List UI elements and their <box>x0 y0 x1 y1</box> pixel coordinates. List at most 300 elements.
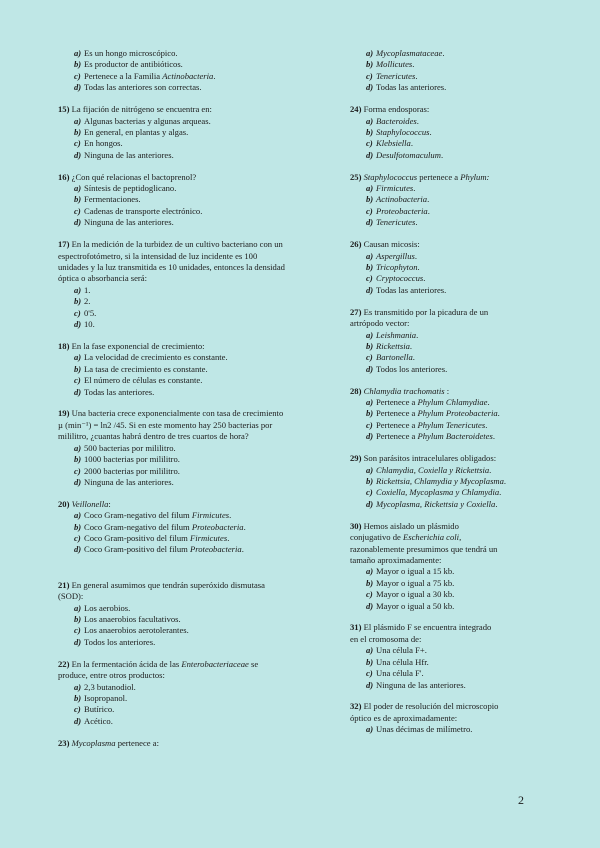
option-text: Unas décimas de milímetro. <box>376 724 473 735</box>
question-19 <box>58 408 326 488</box>
option-text: Una célula Hfr. <box>376 656 429 667</box>
question-27 <box>350 307 550 375</box>
option-letter: d) <box>74 636 82 647</box>
option-text-suffix: . <box>417 262 420 272</box>
question-29 <box>350 453 550 510</box>
answer-option <box>58 183 326 194</box>
answer-option <box>58 48 326 59</box>
option-text-suffix: . <box>442 48 445 58</box>
option-text-suffix: . <box>495 498 498 509</box>
answer-option <box>350 601 550 612</box>
option-letter: b) <box>366 59 374 70</box>
option-list <box>350 566 550 612</box>
question-text-italic: Phylum: <box>460 171 490 182</box>
question-header <box>350 622 550 645</box>
answer-option <box>58 693 326 704</box>
option-text: La tasa de crecimiento es constante. <box>84 363 208 374</box>
option-letter: b) <box>366 577 374 588</box>
option-text: Una célula F+. <box>376 645 427 656</box>
option-text: Mayor o igual a 75 kb. <box>376 577 455 588</box>
option-letter: c) <box>366 419 373 430</box>
question-text-italic: Enterobacteriaceae <box>181 658 249 669</box>
option-text-italic: Proteobacteria <box>191 521 244 532</box>
option-text-italic: Tenericutes <box>376 70 416 81</box>
answer-option <box>58 194 326 205</box>
answer-option <box>350 273 550 284</box>
option-letter: a) <box>366 250 374 261</box>
question-number: 22) <box>58 658 70 669</box>
option-letter: a) <box>74 602 82 613</box>
option-letter: c) <box>74 465 81 476</box>
option-text: Mayor o igual a 50 kb. <box>376 600 455 611</box>
option-text: 1000 bacterias por mililitro. <box>84 454 180 465</box>
answer-option <box>350 183 550 194</box>
option-letter: b) <box>74 521 82 532</box>
question-18 <box>58 341 326 398</box>
answer-option <box>58 150 326 161</box>
option-list <box>350 251 550 297</box>
option-text-italic: Mycoplasmataceae <box>376 48 443 58</box>
answer-option <box>58 477 326 488</box>
question-text: La fijación de nitrógeno se encuentra en: <box>71 104 212 115</box>
answer-option <box>58 82 326 93</box>
option-text: Acético. <box>84 715 113 726</box>
answer-option <box>350 499 550 510</box>
option-text: En hongos. <box>84 138 123 149</box>
option-letter: c) <box>366 487 373 498</box>
option-list <box>350 48 550 94</box>
answer-option <box>350 82 550 93</box>
question-header <box>58 408 326 442</box>
option-letter: a) <box>74 510 82 521</box>
option-list <box>350 465 550 511</box>
option-list <box>350 183 550 229</box>
option-text-suffix: . <box>409 340 413 351</box>
question-number: 19) <box>58 408 70 419</box>
question-text: conjugativo de <box>350 532 403 543</box>
option-text: Todas las anteriores. <box>84 386 155 397</box>
question-number: 17) <box>58 239 70 250</box>
option-text-suffix: . <box>412 352 415 363</box>
option-text-italic: Actinobacteria <box>162 70 214 81</box>
option-letter: b) <box>74 363 82 374</box>
option-letter: b) <box>366 194 374 205</box>
question-header <box>350 239 550 250</box>
option-letter: d) <box>74 715 82 726</box>
option-list <box>58 443 326 489</box>
question-text: Son parásitos intracelulares obligados: <box>363 453 497 464</box>
option-text-italic: Coxiella, Mycoplasma y Chlamydia <box>376 487 500 498</box>
option-text-suffix: . <box>416 115 419 126</box>
question-28 <box>350 386 550 443</box>
option-text: El número de células es constante. <box>84 375 203 386</box>
option-letter: c) <box>74 138 81 149</box>
option-letter: d) <box>366 363 374 374</box>
option-letter: c) <box>74 307 81 318</box>
question-20 <box>58 499 326 556</box>
question-header <box>350 386 550 397</box>
option-text-italic: Rickettsia, Chlamydia y Mycoplasma <box>376 476 504 486</box>
option-letter: b) <box>74 126 82 137</box>
option-text: Ninguna de las anteriores. <box>84 476 174 487</box>
answer-option <box>58 466 326 477</box>
option-text: Isopropanol. <box>84 693 128 703</box>
answer-option <box>58 614 326 625</box>
question-header <box>58 341 326 352</box>
question-text: ¿Con qué relacionas el bactoprenol? <box>71 171 197 182</box>
question-number: 23) <box>58 737 70 748</box>
option-letter: b) <box>366 340 374 351</box>
option-text-suffix: . <box>423 273 426 284</box>
question-text-line: espectrofotómetro, si la intensidad de luz incidente es 100 <box>58 250 258 261</box>
answer-option <box>350 431 550 442</box>
question-text-line: tamaño aproximadamente: <box>350 554 442 565</box>
option-text: 10. <box>84 319 95 330</box>
question-text: Causan micosis: <box>363 239 420 250</box>
option-text-italic: Proteobacteria <box>376 205 428 216</box>
option-list <box>350 116 550 162</box>
question-text-line: El poder de resolución del microscopio <box>363 701 499 712</box>
question-21 <box>58 580 326 648</box>
question-text-line: en el cromosoma de: <box>350 633 422 644</box>
answer-option <box>58 510 326 521</box>
option-letter: b) <box>366 656 374 667</box>
option-text-suffix: . <box>429 126 432 137</box>
option-list <box>350 724 550 735</box>
option-letter: a) <box>366 397 374 408</box>
option-text-italic: Cryptococcus <box>376 273 424 284</box>
answer-option <box>350 668 550 679</box>
question-text: Veillonella <box>71 498 109 509</box>
answer-option <box>350 150 550 161</box>
option-text: Fermentaciones. <box>84 194 141 205</box>
answer-option <box>350 285 550 296</box>
option-text: Ninguna de las anteriores. <box>376 679 466 690</box>
option-text: Coco Gram-negativo del filum <box>84 521 192 532</box>
question-23 <box>58 738 326 749</box>
option-letter: c) <box>366 668 373 679</box>
option-letter: a) <box>74 115 82 126</box>
option-letter: b) <box>74 194 82 205</box>
answer-option <box>350 341 550 352</box>
option-text: Todos los anteriores. <box>376 363 448 374</box>
option-list <box>58 352 326 398</box>
option-text-italic: Firmicutes <box>191 510 230 521</box>
answer-option <box>350 645 550 656</box>
option-letter: b) <box>74 693 82 703</box>
answer-option <box>350 127 550 138</box>
question-text-line: óptica o absorbancia será: <box>58 273 148 284</box>
option-text: Pertenece a <box>376 431 418 442</box>
option-text: Coco Gram-positivo del filum <box>84 533 190 544</box>
question-text: En la fase exponencial de crecimiento: <box>71 340 205 351</box>
option-list <box>58 285 326 331</box>
answer-option <box>350 262 550 273</box>
question-30 <box>350 521 550 612</box>
answer-option <box>350 330 550 341</box>
answer-option <box>350 680 550 691</box>
option-text-italic: Phylum Tenericutes <box>417 419 486 430</box>
answer-option <box>350 589 550 600</box>
option-text-suffix: . <box>503 476 507 486</box>
option-text: Una célula F'. <box>376 668 424 679</box>
option-text-italic: Tricophyton <box>376 262 418 272</box>
question-header: 20) Veillonella: <box>58 498 111 509</box>
option-text: 500 bacterias por mililitro. <box>84 442 176 453</box>
option-letter: a) <box>366 645 374 656</box>
option-letter: a) <box>74 284 82 295</box>
option-text-suffix: . <box>413 183 416 194</box>
question-31 <box>350 622 550 690</box>
answer-option <box>350 48 550 59</box>
answer-option <box>350 59 550 70</box>
option-text: Cadenas de transporte electrónico. <box>84 205 203 216</box>
question-number: 27) <box>350 306 362 317</box>
answer-option <box>58 285 326 296</box>
answer-option <box>58 116 326 127</box>
option-text-suffix: . <box>241 544 244 555</box>
question-text: , <box>459 532 462 543</box>
answer-option <box>58 625 326 636</box>
option-text-italic: Phylum Proteobacteria <box>417 408 498 419</box>
option-text-suffix: . <box>412 59 415 70</box>
answer-option <box>350 657 550 668</box>
option-text: Todas las anteriores son correctas. <box>84 82 202 93</box>
question-text-line: mililitro, ¿cuantas habrá dentro de tres cuartos de hora? <box>58 431 249 442</box>
option-text-italic: Mollicutes <box>376 59 413 70</box>
question-text-line: (SOD): <box>58 591 84 602</box>
option-text: Los anaerobios facultativos. <box>84 614 181 625</box>
option-letter: d) <box>366 600 374 611</box>
question-text: En la fermentación ácida de las <box>71 658 182 669</box>
option-text-suffix: . <box>414 250 417 261</box>
option-text: 1. <box>84 284 91 295</box>
option-letter: b) <box>366 408 374 419</box>
option-letter: c) <box>74 704 81 715</box>
question-header <box>350 701 550 724</box>
answer-option <box>350 578 550 589</box>
answer-option <box>58 544 326 555</box>
answer-option <box>58 443 326 454</box>
option-text-italic: Phylum Bacteroidetes <box>417 431 493 442</box>
option-text: Los anaerobios aerotolerantes. <box>84 625 189 636</box>
option-letter: a) <box>366 115 374 126</box>
option-text: Todas las anteriores. <box>376 82 447 93</box>
option-text-suffix: . <box>415 217 418 228</box>
option-list <box>350 645 550 691</box>
option-text-italic: Desulfotomaculum <box>376 149 441 160</box>
answer-option <box>58 375 326 386</box>
answer-option <box>350 116 550 127</box>
question-header <box>350 521 550 567</box>
answer-option <box>58 454 326 465</box>
option-text: Coco Gram-negativo del filum <box>84 510 192 521</box>
question-header <box>58 738 326 749</box>
question-header <box>58 659 326 682</box>
option-letter: c) <box>366 205 373 216</box>
answer-option <box>350 194 550 205</box>
option-text-suffix: . <box>499 487 502 498</box>
question-text-italic: Mycoplasma <box>71 737 116 748</box>
option-text: En general, en plantas y algas. <box>84 126 189 137</box>
question-26 <box>350 239 550 296</box>
answer-option <box>350 71 550 82</box>
question-text: pertenece a: <box>115 737 159 748</box>
question-17 <box>58 239 326 330</box>
option-text-italic: Actinobacteria <box>376 194 428 205</box>
answer-option <box>350 566 550 577</box>
option-letter: d) <box>74 386 82 397</box>
answer-option <box>58 308 326 319</box>
question-text-italic: Escherichia coli <box>402 532 460 543</box>
question-header <box>58 239 326 285</box>
question-header <box>58 104 326 115</box>
answer-option <box>58 352 326 363</box>
option-text-italic: Rickettsia <box>376 340 410 351</box>
option-list <box>58 603 326 649</box>
option-list <box>58 116 326 162</box>
option-letter: a) <box>74 442 82 453</box>
question-text-line: razonablemente presumimos que tendrá un <box>350 543 498 554</box>
option-list <box>58 48 326 94</box>
option-letter: b) <box>74 614 82 625</box>
question-text-italic: Chlamydia trachomatis <box>363 385 445 396</box>
question-14-options <box>58 48 326 94</box>
left-column <box>58 48 326 760</box>
question-text-line: En general asumimos que tendrán superóxido dismutasa <box>71 579 265 590</box>
option-letter: a) <box>74 48 82 58</box>
answer-option <box>58 364 326 375</box>
option-letter: a) <box>74 681 82 692</box>
option-list <box>58 510 326 556</box>
question-text-line: Es transmitido por la picadura de un <box>363 306 489 317</box>
option-letter: d) <box>74 476 82 487</box>
option-text: Ninguna de las anteriores. <box>84 217 174 228</box>
option-text-suffix: . <box>410 138 414 149</box>
option-text-suffix: . <box>416 329 419 340</box>
option-text-italic: Bacteroides <box>376 115 417 126</box>
question-text-line: produce, entre otros productos: <box>58 670 165 681</box>
option-letter: a) <box>366 48 374 58</box>
answer-option <box>58 59 326 70</box>
option-text-italic: Staphylococcus <box>376 126 430 137</box>
option-text: Todos los anteriores. <box>84 636 156 647</box>
option-text: Es un hongo microscópico. <box>84 48 178 58</box>
option-letter: d) <box>74 319 82 330</box>
option-letter: c) <box>74 533 81 544</box>
option-text-italic: Klebsiella <box>376 138 411 149</box>
option-text: Butírico. <box>84 704 115 715</box>
question-32 <box>350 701 550 735</box>
question-number: 31) <box>350 622 362 633</box>
option-letter: c) <box>366 589 373 600</box>
answer-option <box>58 217 326 228</box>
question-text: pertenece a <box>417 171 461 182</box>
option-text-italic: Aspergillus <box>376 250 415 261</box>
question-22 <box>58 659 326 727</box>
question-text-line: µ (min⁻¹) = ln2 /45. Si en este momento hay 250 bacterias por <box>58 419 273 430</box>
option-text-suffix: . <box>415 70 418 81</box>
option-text-suffix: . <box>497 408 500 419</box>
answer-option <box>58 206 326 217</box>
answer-option <box>58 127 326 138</box>
question-number: 26) <box>350 239 362 250</box>
question-number: 21) <box>58 579 70 590</box>
option-letter: a) <box>366 724 374 735</box>
answer-option <box>350 138 550 149</box>
option-text: Mayor o igual a 15 kb. <box>376 566 455 577</box>
answer-option <box>350 465 550 476</box>
option-text-italic: Mycoplasma, Rickettsia y Coxiella <box>376 498 496 509</box>
question-number: 28) <box>350 385 362 396</box>
question-text-line: Hemos aislado un plásmido <box>363 520 459 531</box>
question-header <box>350 453 550 464</box>
answer-option <box>58 522 326 533</box>
answer-option <box>350 352 550 363</box>
answer-option <box>350 217 550 228</box>
option-text-italic: Phylum Chlamydiae <box>417 397 488 408</box>
option-text: 0'5. <box>84 307 97 318</box>
option-text: 2. <box>84 296 91 307</box>
option-text: Algunas bacterias y algunas arqueas. <box>84 115 211 126</box>
option-text: Pertenece a <box>376 419 418 430</box>
question-text-line: óptico es de aproximadamente: <box>350 712 458 723</box>
option-letter: c) <box>366 273 373 284</box>
answer-option <box>58 138 326 149</box>
option-letter: b) <box>366 126 374 137</box>
question-header <box>58 172 326 183</box>
question-text-line: unidades y la luz transmitida es 10 unidades, entonces la densidad <box>58 262 285 272</box>
question-header <box>350 307 550 330</box>
option-letter: a) <box>74 352 82 363</box>
option-list <box>350 397 550 443</box>
option-text: Pertenece a <box>376 408 418 419</box>
option-text: 2,3 butanodiol. <box>84 681 136 692</box>
question-number: 15) <box>58 104 70 115</box>
option-text: 2000 bacterias por mililitro. <box>84 465 180 476</box>
option-list <box>58 682 326 728</box>
option-letter: d) <box>366 284 374 295</box>
option-text-italic: Firmicutes <box>376 183 414 194</box>
option-letter: b) <box>74 59 82 70</box>
answer-option <box>350 724 550 735</box>
option-letter: d) <box>366 679 374 690</box>
option-letter: c) <box>366 352 373 363</box>
option-text-suffix: . <box>492 431 496 442</box>
option-letter: c) <box>74 70 81 81</box>
question-header <box>350 172 550 183</box>
right-column <box>350 48 550 746</box>
question-16 <box>58 172 326 229</box>
question-text-line: En la medición de la turbidez de un cultivo bacteriano con un <box>71 239 283 250</box>
option-letter: c) <box>74 205 81 216</box>
question-header <box>58 580 326 603</box>
question-15 <box>58 104 326 161</box>
option-text-italic: Tenericutes <box>376 217 416 228</box>
option-text-italic: Chlamydia, Coxiella y Rickettsia <box>376 464 490 475</box>
question-number: 30) <box>350 520 362 531</box>
question-number: 24) <box>350 104 362 115</box>
question-text-line: El plásmido F se encuentra integrado <box>363 622 492 633</box>
answer-option <box>350 397 550 408</box>
option-text: Es productor de antibióticos. <box>84 59 183 70</box>
option-letter: c) <box>366 70 373 81</box>
option-letter: d) <box>74 82 82 93</box>
answer-option <box>350 476 550 487</box>
option-text-suffix: . <box>440 149 444 160</box>
question-text: se <box>248 658 259 669</box>
option-letter: a) <box>366 566 374 577</box>
